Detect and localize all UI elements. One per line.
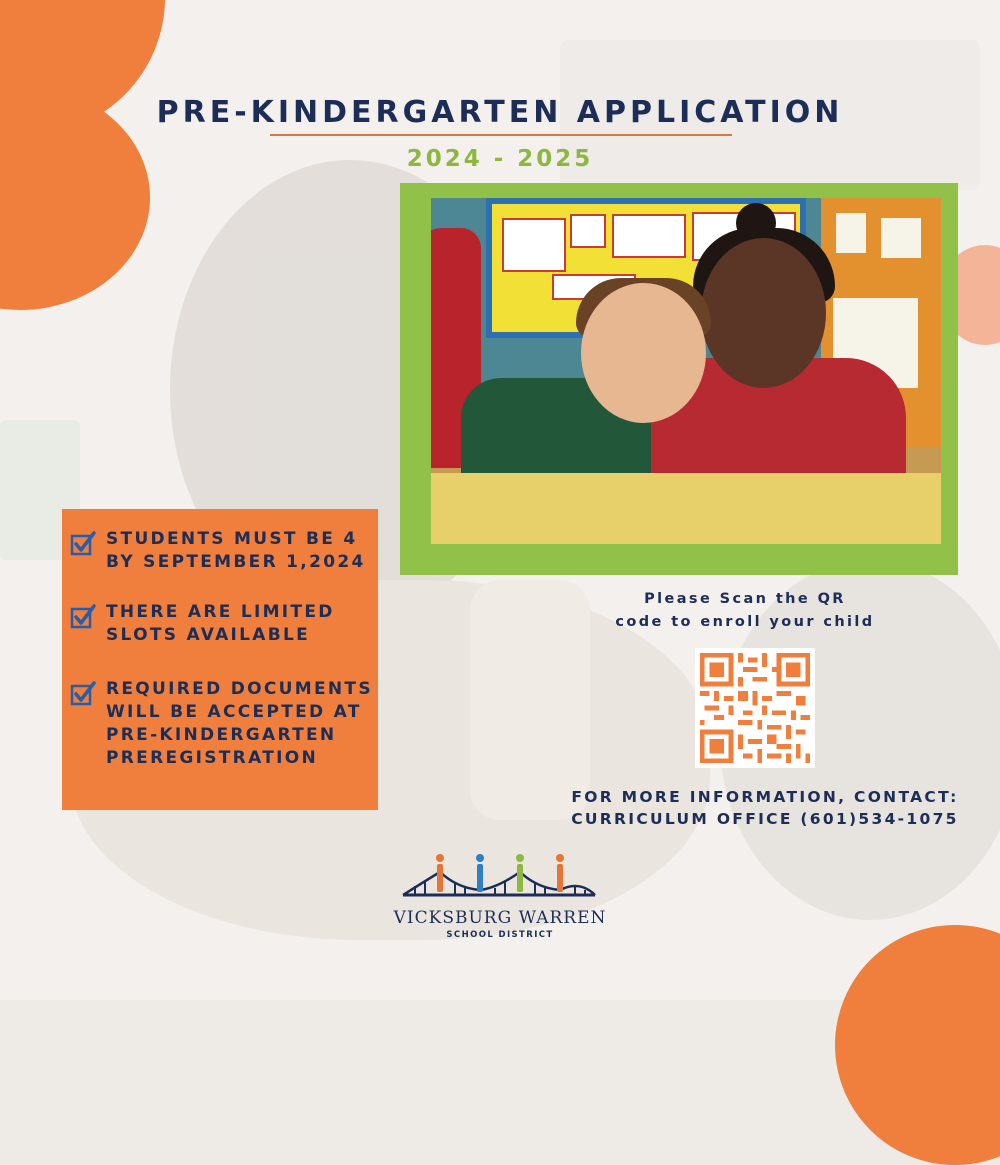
- contact-line-2: CURRICULUM OFFICE (601)534-1075: [571, 810, 959, 828]
- district-subtitle: SCHOOL DISTRICT: [446, 930, 554, 940]
- page-title: PRE-KINDERGARTEN APPLICATION: [156, 95, 844, 130]
- requirement-text: REQUIRED DOCUMENTS WILL BE ACCEPTED AT PRE-KINDERGARTEN PREREGISTRATION: [106, 679, 373, 768]
- requirement-documents: [70, 678, 376, 770]
- qr-code-icon[interactable]: [695, 648, 815, 768]
- requirement-limited-slots: [70, 601, 376, 647]
- contact-line-1: FOR MORE INFORMATION, CONTACT:: [571, 788, 959, 806]
- requirement-text: THERE ARE LIMITED SLOTS AVAILABLE: [106, 602, 335, 645]
- contact-info: [560, 786, 970, 830]
- title-underline: [270, 134, 732, 136]
- checkbox-checked-icon: [70, 680, 96, 706]
- school-year: 2024 - 2025: [406, 146, 594, 172]
- checkbox-checked-icon: [70, 603, 96, 629]
- requirement-text: STUDENTS MUST BE 4 BY SEPTEMBER 1,2024: [106, 529, 366, 572]
- checkbox-checked-icon: [70, 530, 96, 556]
- district-name: VICKSBURG WARREN: [393, 908, 607, 928]
- students-photo: [431, 198, 941, 544]
- requirement-age: [70, 528, 376, 574]
- qr-instructions: Please Scan the QR code to enroll your child: [615, 591, 875, 630]
- requirements-box: [62, 509, 378, 810]
